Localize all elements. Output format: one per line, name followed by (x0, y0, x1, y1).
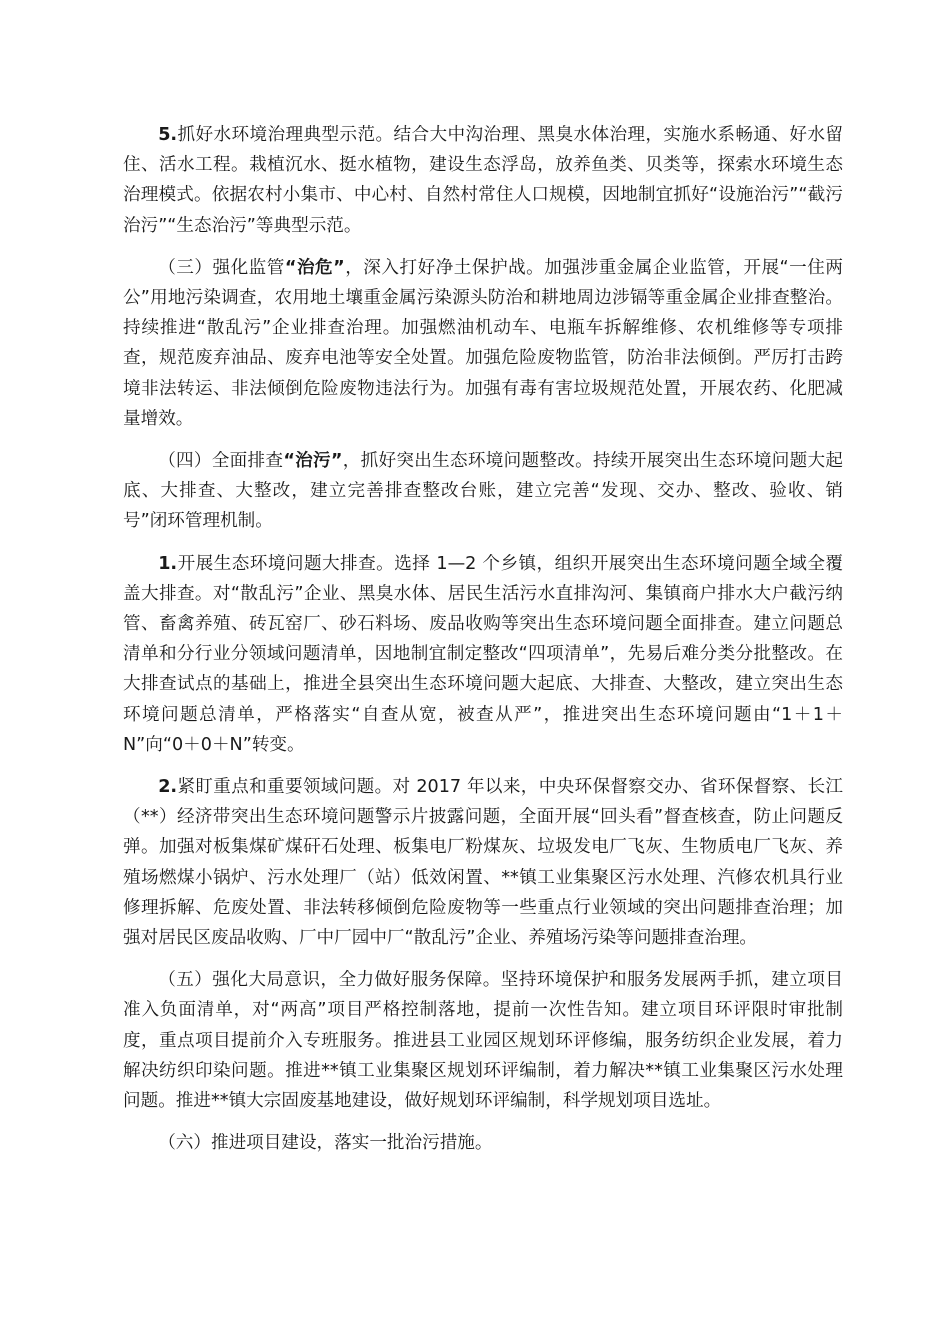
paragraph-text: （五）强化大局意识，全力做好服务保障。坚持环境保护和服务发展两手抓，建立项目准入负面清单，对“两高”项目严格控制落地，提前一次性告知。建立项目环评限时审批制度，重点项目提前介入专班服务。推进县工业园区规划环评修编，服务纺织企业发展，着力解决纺织印染问题。推进**镇工业集聚区规划环评编制，着力解决**镇工业集聚区污水处理问题。推进**镇大宗固废基地建设，做好规划环评编制，科学规划项目选址。 (123, 970, 843, 1112)
paragraph-text: ，深入打好净土保护战。加强涉重金属企业监管，开展“一住两公”用地污染调查，农用地土壤重金属污染源头防治和耕地周边涉镉等重金属企业排查整治。持续推进“散乱污”企业排查治理。加强燃油机动车、电瓶车拆解维修、农机维修等专项排查，规范废弃油品、废弃电池等安全处置。加强危险废物监管，防治非法倾倒。严厉打击跨境非法转运、非法倾倒危险废物违法行为。加强有毒有害垃圾规范处置，开展农药、化肥减量增效。 (123, 257, 843, 429)
document-page (123, 120, 843, 1171)
paragraph-item-two (123, 772, 843, 953)
paragraph-text: 抓好水环境治理典型示范。结合大中沟治理、黑臭水体治理，实施水系畅通、好水留住、活水工程。栽植沉水、挺水植物，建设生态浮岛，放养鱼类、贝类等，探索水环境生态治理模式。依据农村小集市、中心村、自然村常住人口规模，因地制宜抓好“设施治污”“截污治污”“生态治污”等典型示范。 (123, 125, 843, 236)
section-heading: （四）全面排查 (158, 451, 284, 472)
item-number: 1. (158, 553, 178, 574)
paragraph-item-one (123, 549, 843, 760)
item-number: 5. (158, 125, 178, 145)
section-heading: （三）强化监管 (158, 257, 285, 278)
paragraph-text: （六）推进项目建设，落实一批治污措施。 (158, 1133, 493, 1154)
section-heading-emphasis: “治危” (284, 257, 345, 278)
paragraph-water-demo (123, 120, 843, 241)
section-heading-emphasis: “治污” (283, 451, 343, 472)
paragraph-text: 紧盯重点和重要领域问题。对 2017 年以来，中央环保督察交办、省环保督察、长江（**）经济带突出生态环境问题警示片披露问题，全面开展“回头看”督查核查，防止问题反弹。加强对板集煤矿煤矸石处理、板集电厂粉煤灰、垃圾发电厂飞灰、生物质电厂飞灰、养殖场燃煤小锅炉、污水处理厂（站）低效闲置、**镇工业集聚区污水处理、汽修农机具行业修理拆解、危废处置、非法转移倾倒危险废物等一些重点行业领域的突出问题排查治理；加强对居民区废品收购、厂中厂园中厂“散乱污”企业、养殖场污染等问题排查治理。 (123, 777, 843, 949)
paragraph-section-six (123, 1128, 843, 1158)
paragraph-text: 开展生态环境问题大排查。选择 1—2 个乡镇，组织开展突出生态环境问题全域全覆盖大排查。对“散乱污”企业、黑臭水体、居民生活污水直排沟河、集镇商户排水大户截污纳管、畜禽养殖、砖瓦窑厂、砂石料场、废品收购等突出生态环境问题全面排查。建立问题总清单和分行业分领域问题清单，因地制宜制定整改“四项清单”，先易后难分类分批整改。在大排查试点的基础上，推进全县突出生态环境问题大起底、大排查、大整改，建立突出生态环境问题总清单，严格落实“自查从宽，被查从严”，推进突出生态环境问题由“1＋1＋N”向“0＋0＋N”转变。 (123, 553, 843, 755)
paragraph-section-four (123, 446, 843, 537)
paragraph-section-three (123, 253, 843, 434)
paragraph-text: ，抓好突出生态环境问题整改。持续开展突出生态环境问题大起底、大排查、大整改，建立完善排查整改台账，建立完善“发现、交办、整改、验收、销号”闭环管理机制。 (123, 451, 843, 532)
item-number: 2. (158, 777, 178, 798)
paragraph-section-five (123, 965, 843, 1116)
